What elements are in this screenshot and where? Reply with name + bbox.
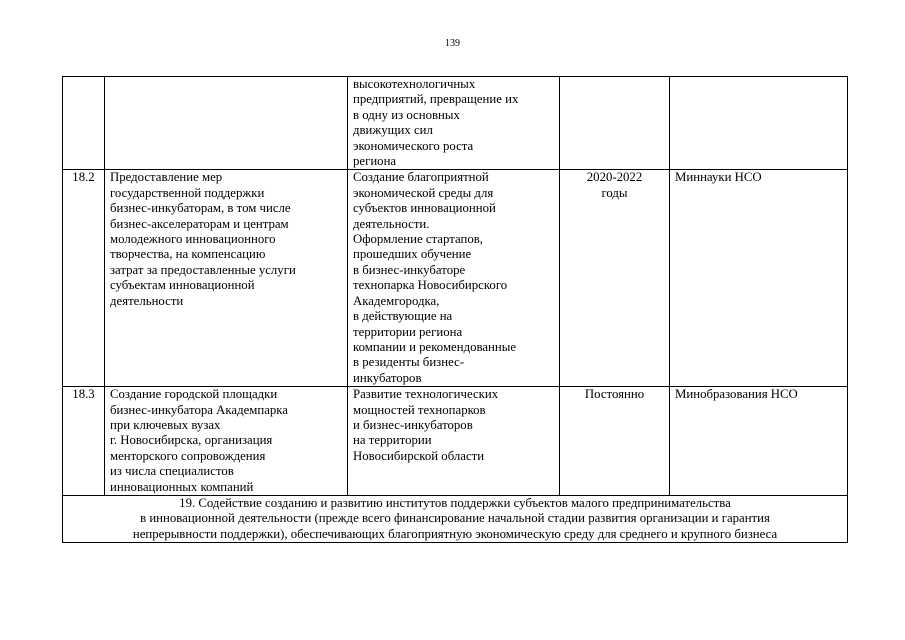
cell-text-line: Оформление стартапов, <box>353 232 483 247</box>
table-row <box>63 170 848 387</box>
cell-text-line: движущих сил <box>353 123 433 138</box>
cell-text-line: Создание городской площадки <box>110 387 278 402</box>
cell-text-line: технопарка Новосибирского <box>353 278 508 293</box>
activity-cell <box>105 387 348 496</box>
cell-text-line: экономической среды для <box>353 185 494 200</box>
cell-text-line: 18.2 <box>72 170 95 185</box>
cell-text-line: Минобразования НСО <box>675 387 798 402</box>
row-number-cell <box>63 77 105 170</box>
activity-cell <box>105 170 348 387</box>
cell-text-line: субъектов инновационной <box>353 201 496 216</box>
cell-text-line: г. Новосибирска, организация <box>110 433 273 448</box>
result-cell <box>348 387 560 496</box>
cell-text-line: деятельности. <box>353 216 430 231</box>
cell-text-line: при ключевых вузах <box>110 417 221 432</box>
section-heading-line: 19. Содействие созданию и развитию институтов поддержки субъектов малого предпринимательства <box>179 495 731 510</box>
cell-text-line: региона <box>353 154 397 169</box>
cell-text-line: деятельности <box>110 293 184 308</box>
cell-text-line: менторского сопровождения <box>110 448 266 463</box>
cell-text-line: и бизнес-инкубаторов <box>353 417 473 432</box>
cell-text-line: 18.3 <box>72 387 95 402</box>
cell-text-line: на территории <box>353 433 432 448</box>
cell-text-line: экономического роста <box>353 138 474 153</box>
section-heading-row <box>63 495 848 542</box>
cell-text-line: Новосибирской области <box>353 448 485 463</box>
measures-table <box>62 76 848 543</box>
cell-text-line: молодежного инновационного <box>110 232 276 247</box>
cell-text-line: высокотехнологичных <box>353 77 476 91</box>
cell-text-line: бизнес-акселераторам и центрам <box>110 216 289 231</box>
cell-text-line: компании и рекомендованные <box>353 339 517 354</box>
section-heading-line: в инновационной деятельности (прежде всего финансирование начальной стадии развития организации и гарантия <box>140 511 770 526</box>
cell-text-line: Постоянно <box>584 387 645 402</box>
term-cell <box>560 77 670 170</box>
cell-text-line: Академгородка, <box>353 293 440 308</box>
executor-cell <box>670 387 848 496</box>
cell-text-line: в бизнес-инкубаторе <box>353 262 466 277</box>
term-cell <box>560 170 670 387</box>
result-cell <box>348 77 560 170</box>
cell-text-line: в одну из основных <box>353 107 460 122</box>
term-cell <box>560 387 670 496</box>
cell-text-line: Развитие технологических <box>353 387 499 402</box>
row-number-cell <box>63 170 105 387</box>
cell-text-line: инновационных компаний <box>110 479 254 494</box>
cell-text-line: в резиденты бизнес- <box>353 355 465 370</box>
cell-text-line: бизнес-инкубатора Академпарка <box>110 402 288 417</box>
cell-text-line: субъектам инновационной <box>110 278 255 293</box>
result-cell <box>348 170 560 387</box>
table-row <box>63 77 848 170</box>
cell-text-line: Миннауки НСО <box>675 170 762 185</box>
cell-text-line: прошедших обучение <box>353 247 472 262</box>
cell-text-line: 2020-2022 <box>586 170 643 185</box>
cell-text-line: предприятий, превращение их <box>353 92 519 107</box>
cell-text-line: из числа специалистов <box>110 464 234 479</box>
cell-text-line: годы <box>601 185 628 200</box>
cell-text-line: бизнес-инкубаторам, в том числе <box>110 201 291 216</box>
executor-cell <box>670 77 848 170</box>
cell-text-line: Предоставление мер <box>110 170 223 185</box>
page-number: 139 <box>445 38 460 49</box>
executor-cell <box>670 170 848 387</box>
cell-text-line: территории региона <box>353 324 463 339</box>
cell-text-line: государственной поддержки <box>110 185 265 200</box>
cell-text-line: творчества, на компенсацию <box>110 247 266 262</box>
row-number-cell <box>63 387 105 496</box>
activity-cell <box>105 77 348 170</box>
cell-text-line: затрат за предоставленные услуги <box>110 262 296 277</box>
section-heading-line: непрерывности поддержки), обеспечивающих благоприятную экономическую среду для среднего и крупного бизнеса <box>132 526 778 541</box>
cell-text-line: мощностей технопарков <box>353 402 486 417</box>
cell-text-line: инкубаторов <box>353 370 422 385</box>
section-heading <box>63 495 848 542</box>
cell-text-line: Создание благоприятной <box>353 170 489 185</box>
table-row <box>63 387 848 496</box>
cell-text-line: в действующие на <box>353 309 453 324</box>
table-body <box>63 77 848 543</box>
